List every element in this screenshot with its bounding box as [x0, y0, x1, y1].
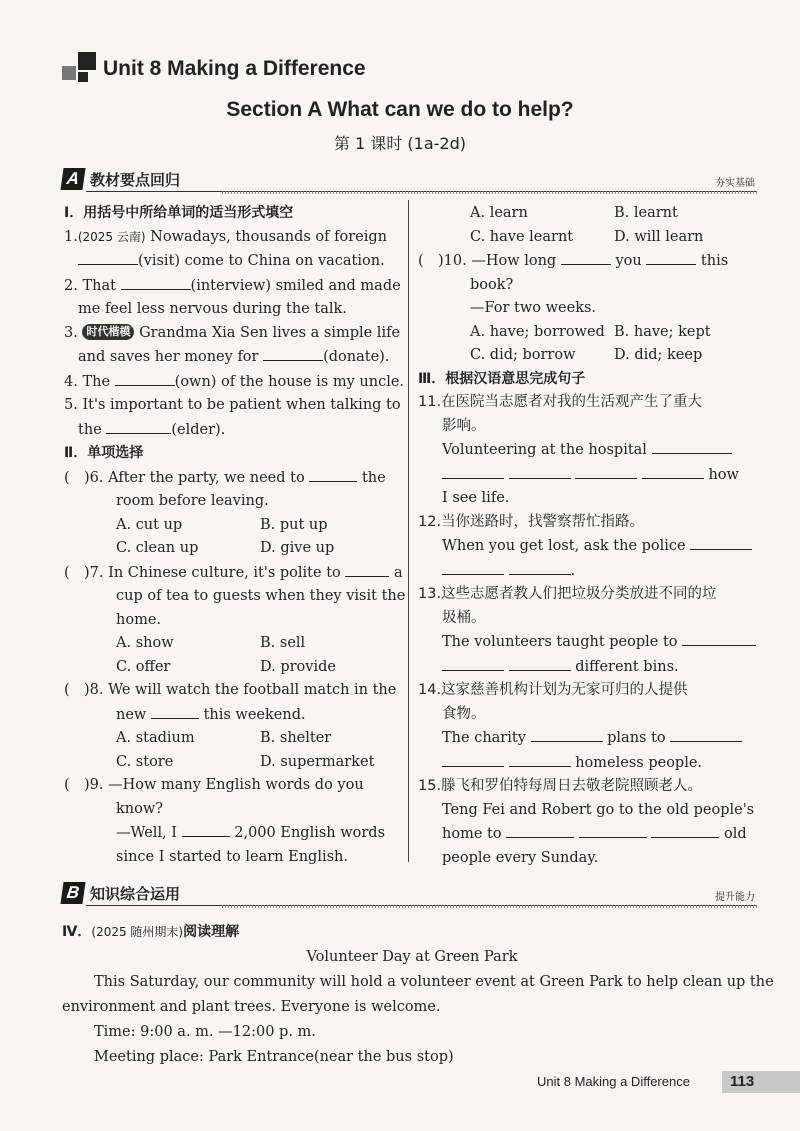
- q10-blank-2[interactable]: [646, 249, 696, 265]
- q7-blank[interactable]: [345, 561, 389, 577]
- right-column: A. learn B. learnt C. have learnt D. will learn ( )10. —How long you this book? —For two weeks. A. have; borrowed B. have; kept C. did; borrow D. did; keep Ⅲ．根据汉语意思完成句子 11.在医院当志愿者对我的生活观产生了重大 影响。 Volunteering at the hospital how I see life. 12.当你迷路时，找警察帮忙指路。 When you get lost, ask the police . 13.这些志愿者教人们把垃圾分类放进不同的垃 圾桶。 The volunteers taught people to different bins. 14.这家慈善机构计划为无家可归的人提供 食物。 The charity plans to homeless people. 15.滕飞和罗伯特每周日去敬老院照顾老人。 Teng Fei and Robert go to the old people's home to old people every Sunday.: [418, 202, 758, 870]
- banner-a-title: 教材要点回归: [90, 171, 181, 189]
- lesson-title: 第 1 课时 (1a-2d): [333, 134, 467, 153]
- q6-options: A. cut up B. put up: [116, 516, 328, 533]
- unit-title: Unit 8 Making a Difference: [103, 57, 366, 80]
- banner-a: [62, 166, 757, 194]
- q10-options: A. have; borrowed B. have; kept: [470, 323, 711, 340]
- q7: ( )7. In Chinese culture, it's polite to a: [64, 561, 404, 586]
- unit-mark-icon: [62, 52, 98, 88]
- q12: 12.当你迷路时，找警察帮忙指路。: [418, 513, 645, 530]
- part4-heading: Ⅳ．(2025 随州期末)阅读理解: [62, 924, 240, 940]
- q11: 11.在医院当志愿者对我的生活观产生了重大: [418, 394, 703, 410]
- section-title: Section A What can we do to help?: [226, 98, 574, 121]
- banner-a-label: 夯实基础: [715, 178, 755, 189]
- q8-options: A. stadium B. shelter: [116, 730, 332, 746]
- column-divider: [408, 200, 409, 862]
- q9: ( )9. —How many English words do you: [64, 777, 364, 793]
- page-number: 113: [722, 1071, 800, 1093]
- reading-section: Ⅳ．(2025 随州期末)阅读理解 Volunteer Day at Green Park This Saturday, our community will hold a volunteer event at Green Park to help clean up the environment and plant trees. Everyone is welcome. Time: 9:00 a. m. —12:00 p. m. Meeting place: Park Entrance(near the bus stop): [62, 920, 762, 1070]
- part3-heading: Ⅲ．根据汉语意思完成句子: [418, 370, 586, 387]
- part1-heading: Ⅰ．用括号中所给单词的适当形式填空: [64, 205, 294, 221]
- q3: 3. 时代楷模 Grandma Xia Sen lives a simple life: [64, 324, 401, 341]
- banner-b-label: 提升能力: [715, 892, 755, 903]
- left-column: Ⅰ．用括号中所给单词的适当形式填空 1.(2025 云南) Nowadays, thousands of foreign (visit) come to China on vacation. 2. That (interview) smiled and made me feel less nervous during the talk. 3. 时代楷模 Grandma Xia Sen lives a simple life and saves her money for (donate). 4. The (own) of the house is my uncle. 5. It's important to be patient when talking to the (elder). Ⅱ．单项选择 ( )6. After the party, we need to the room before leaving. A. cut up B. put up C. clean up D. give up ( )7. In Chinese culture, it's polite to a cup of tea to guests when they visit the home. A. show B. sell C. offer D. provide ( )8. We will watch the football match in the new this weekend. A. stadium B. shelter C. store D. supermarket ( )9. —How many English words do you know? —Well, I 2,000 English words since I started to learn English.: [64, 202, 404, 869]
- q13: 13.这些志愿者教人们把垃圾分类放进不同的垃: [418, 586, 717, 602]
- q5: 5. It's important to be patient when talking to: [64, 397, 401, 413]
- q14: 14.这家慈善机构计划为无家可归的人提供: [418, 682, 688, 698]
- q6-blank[interactable]: [309, 466, 357, 482]
- q6: ( )6. After the party, we need to the: [64, 466, 404, 491]
- part2-heading: Ⅱ．单项选择: [64, 445, 144, 461]
- q9-blank[interactable]: [182, 821, 230, 837]
- banner-b-title: 知识综合运用: [90, 885, 181, 903]
- q7-options: A. show B. sell: [116, 635, 306, 651]
- reading-title: Volunteer Day at Green Park: [306, 949, 518, 965]
- q1-blank[interactable]: [78, 249, 138, 265]
- q10-blank-1[interactable]: [561, 249, 611, 265]
- q8: ( )8. We will watch the football match in the: [64, 682, 397, 698]
- q3-blank[interactable]: [263, 345, 323, 361]
- q2-blank[interactable]: [121, 274, 191, 290]
- badge-a: A: [60, 168, 85, 190]
- q1: 1.(2025 云南) Nowadays, thousands of foreign: [64, 228, 387, 245]
- q10: ( )10. —How long you this: [418, 249, 758, 274]
- footer-unit-label: Unit 8 Making a Difference: [537, 1074, 690, 1089]
- q5-blank[interactable]: [106, 418, 171, 434]
- banner-b: [62, 880, 757, 908]
- badge-b: B: [60, 882, 85, 904]
- q2: 2. That (interview) smiled and made: [64, 274, 404, 299]
- q8-blank[interactable]: [151, 703, 199, 719]
- q4-blank[interactable]: [115, 370, 175, 386]
- era-model-badge: 时代楷模: [82, 324, 134, 340]
- q4: 4. The (own) of the house is my uncle.: [64, 370, 404, 395]
- q15: 15.滕飞和罗伯特每周日去敬老院照顾老人。: [418, 778, 703, 794]
- q9-options: A. learn B. learnt: [470, 205, 678, 221]
